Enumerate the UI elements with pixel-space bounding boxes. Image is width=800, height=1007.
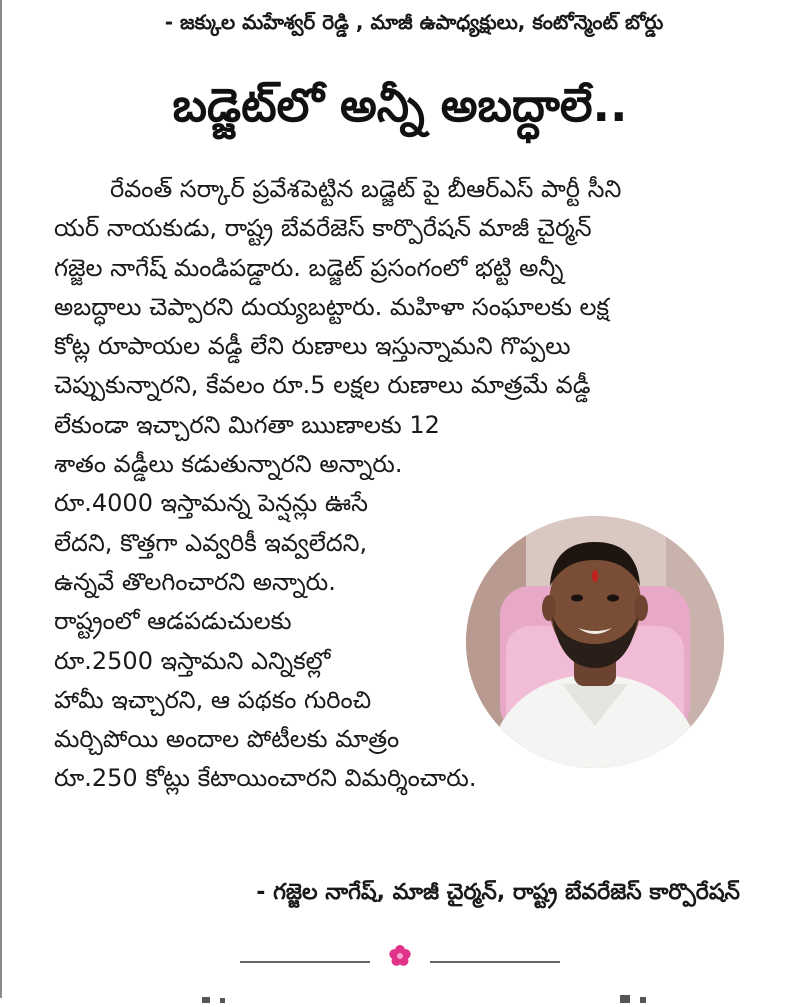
article-line: లేదని, కొత్తగా ఎవ్వరికీ ఇవ్వలేదని, bbox=[54, 528, 368, 557]
portrait-illustration bbox=[466, 516, 724, 768]
cropped-text-marks bbox=[200, 993, 660, 1003]
article-line: మర్చిపోయి అందాల పోటీలకు మాత్రం bbox=[54, 725, 400, 754]
page-left-border bbox=[0, 0, 2, 998]
article-line: రూ.4000 ఇస్తామన్న పెన్షన్లు ఊసే bbox=[54, 489, 368, 518]
article-line: హామీ ఇచ్చారని, ఆ పథకం గురించి bbox=[54, 685, 372, 714]
article-line: ఉన్నవే తొలగించారని అన్నారు. bbox=[54, 567, 336, 596]
article-line: శాతం వడ్డీలు కడుతున్నారని అన్నారు. bbox=[54, 450, 403, 479]
headline: బడ్జెట్‌లో అన్నీ అబద్ధాలే.. bbox=[172, 78, 628, 132]
top-attribution: - జక్కుల మహేశ్వర్ రెడ్డి , మాజీ ఉపాధ్యక్షులు, కంటోన్మెంట్ బోర్డు bbox=[164, 10, 664, 34]
article-line: లేకుండా ఇచ్చారని మిగతా ఋణాలకు 12 bbox=[54, 410, 440, 439]
article-line: గజ్జెల నాగేష్ మండిపడ్డారు. బడ్జెట్ ప్రసంగంలో భట్టి అన్నీ bbox=[54, 253, 564, 282]
article-line: రూ.250 కోట్లు కేటాయించారని విమర్శించారు. bbox=[54, 764, 477, 793]
portrait-photo bbox=[466, 516, 724, 768]
article-line: యర్ నాయకుడు, రాష్ట్ర బేవరేజెస్ కార్పొరేషన్ మాజీ చైర్మన్ bbox=[54, 214, 592, 243]
article-line: కోట్ల రూపాయల వడ్డీ లేని రుణాలు ఇస్తున్నామని గొప్పలు bbox=[54, 332, 571, 361]
article-line: అబద్ధాలు చెప్పారని దుయ్యబట్టారు. మహిళా సంఘాలకు లక్ష bbox=[54, 292, 610, 321]
flower-divider-icon bbox=[240, 942, 560, 972]
article-line: రేవంత్ సర్కార్ ప్రవేశపెట్టిన బడ్జెట్ పై బీఆర్ఎస్ పార్టీ సీని bbox=[110, 175, 622, 203]
article-line: రాష్ట్రంలో ఆడపడుచులకు bbox=[54, 607, 292, 636]
section-divider bbox=[240, 942, 560, 972]
bottom-attribution: - గజ్జెల నాగేష్, మాజీ చైర్మన్, రాష్ట్ర బేవరేజెస్ కార్పొరేషన్ bbox=[256, 880, 740, 905]
article-line: రూ.2500 ఇస్తామని ఎన్నికల్లో bbox=[54, 646, 331, 675]
article-line: చెప్పుకున్నారని, కేవలం రూ.5 లక్షల రుణాలు మాత్రమే వడ్డీ bbox=[54, 371, 591, 400]
cropped-next-text bbox=[200, 988, 660, 998]
